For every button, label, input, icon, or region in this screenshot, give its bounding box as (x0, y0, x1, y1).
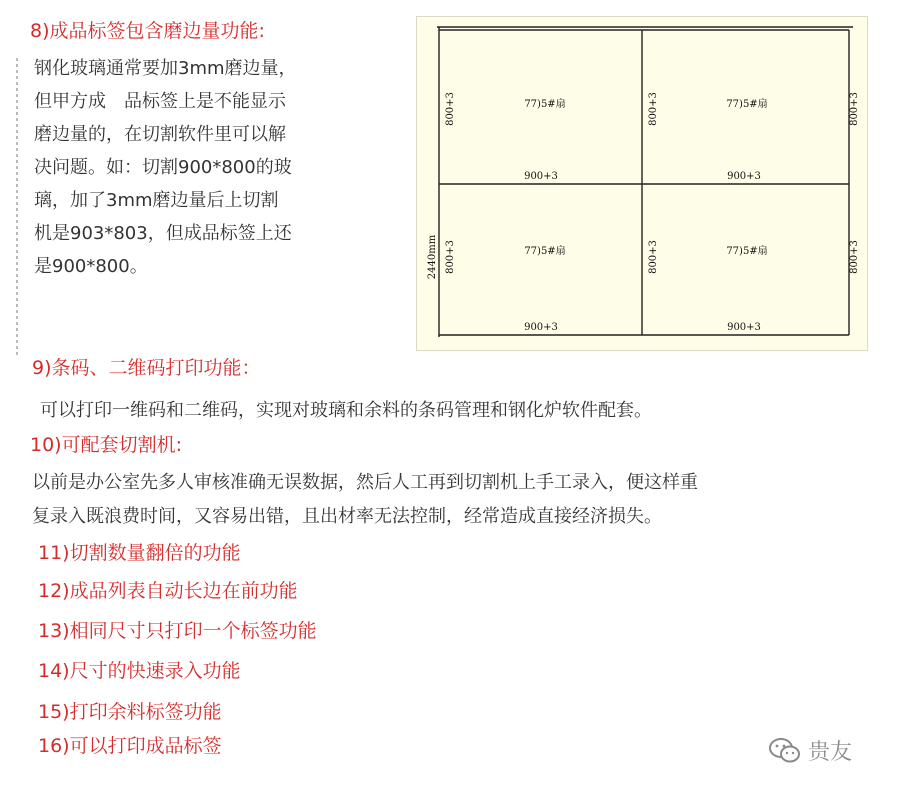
right-height-label: 800+3 (849, 240, 860, 274)
panel-width-label: 900+3 (524, 171, 558, 182)
section8-line: 璃，加了3mm磨边量后上切割 (34, 190, 279, 211)
panel-height-label: 800+3 (648, 240, 659, 274)
section8-line: 但甲方成 品标签上是不能显示 (34, 91, 286, 112)
watermark-text: 贵友 (808, 740, 853, 765)
panel-label: 77)5#扇 (524, 99, 566, 110)
panel-label: 77)5#扇 (524, 246, 566, 257)
section10-line: 复录入既浪费时间，又容易出错，且出材率无法控制，经常造成直接经济损失。 (32, 506, 662, 527)
sheet-height-label: 2440mm (427, 234, 438, 280)
section8-line: 钢化玻璃通常要加3mm磨边量， (34, 58, 297, 79)
section10-heading: 10)可配套切割机: (30, 434, 182, 456)
panel-height-label: 800+3 (445, 240, 456, 274)
feature-item: 12)成品列表自动长边在前功能 (38, 580, 298, 602)
panel-width-label: 900+3 (727, 322, 761, 333)
panel-width-label: 900+3 (727, 171, 761, 182)
left-decorative-bar (16, 58, 18, 358)
feature-item: 13)相同尺寸只打印一个标签功能 (38, 620, 317, 642)
panel-height-label: 800+3 (648, 92, 659, 126)
panel-width-label: 900+3 (524, 322, 558, 333)
cutting-layout-diagram (417, 17, 869, 352)
panel-label: 77)5#扇 (726, 246, 768, 257)
section10-paragraph (32, 466, 882, 534)
section8-paragraph (34, 52, 354, 283)
section8-heading: 8)成品标签包含磨边量功能: (30, 20, 265, 42)
panel-label: 77)5#扇 (726, 99, 768, 110)
section9-text: 可以打印一维码和二维码，实现对玻璃和余料的条码管理和钢化炉软件配套。 (40, 400, 652, 421)
feature-item: 16)可以打印成品标签 (38, 735, 222, 757)
section10-line: 以前是办公室先多人审核准确无误数据，然后人工再到切割机上手工录入，便这样重 (32, 472, 698, 493)
panel-height-label: 800+3 (445, 92, 456, 126)
section8-line: 决问题。如：切割900*800的玻 (34, 157, 292, 178)
feature-item: 11)切割数量翻倍的功能 (38, 542, 241, 564)
section9-heading: 9)条码、二维码打印功能： (32, 357, 261, 379)
section8-line: 机是903*803，但成品标签上还 (34, 223, 292, 244)
cutting-layout-figure (416, 16, 868, 351)
section8-line: 是900*800。 (34, 256, 148, 277)
section8-line: 磨边量的，在切割软件里可以解 (34, 124, 286, 145)
right-height-label: 800+3 (849, 92, 860, 126)
wechat-icon (768, 737, 802, 765)
watermark (768, 735, 852, 766)
feature-item: 15)打印余料标签功能 (38, 701, 222, 723)
feature-item: 14)尺寸的快速录入功能 (38, 660, 241, 682)
